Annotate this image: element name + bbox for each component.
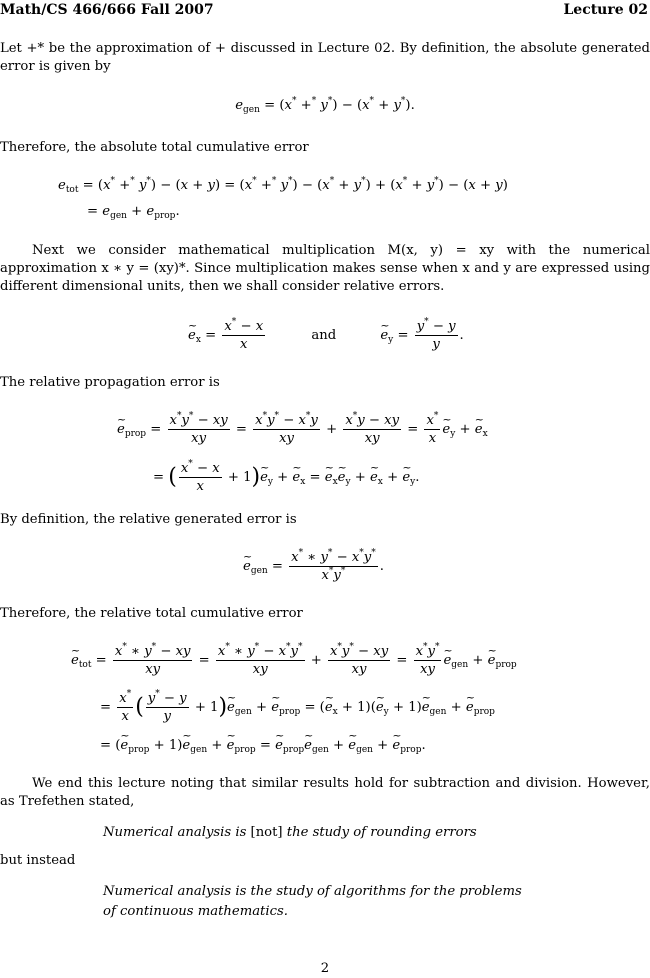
quote-trefethen-2-line2: of continuous mathematics.: [103, 904, 288, 919]
equation-abs-total-line1: $e_{tot} = (x^* +^*$ y*) − (x + y) = (x* +* y*) − (x* + y*) + (x* + y*) − (x + y): [58, 176, 508, 195]
equation-rel-prop-line2: = ( $\frac{x^* - x}{x}$ + 1)~ $e_y$ + ~ $e_x$ = ~ $e_x\sim$ $e_y$ + ~ $e_x$ + ~ $e_y$.: [153, 460, 419, 495]
equation-rel-total-line2: = $\frac{x^*}{x}$ ( $\frac{y^* - y}{y}$ + 1)~ $e_{gen}$ + ~ $e_{prop}$ = (~ $e_x$ + 1)(~ $e_y$ + 1)~ $e_{gen}$ + ~ $e_{prop}$: [100, 690, 495, 725]
paragraph-multiplication: Next we consider mathematical multiplication M(x, y) = xy with the numerical approximation x ∗ y = (xy)*. Since multiplication makes sense when x and y are expressed using different dimensional units, then we shall consider relative errors.: [0, 243, 650, 294]
page-number: 2: [320, 961, 330, 976]
quote-trefethen-2-line1: Numerical analysis is the study of algorithms for the problems: [103, 884, 522, 899]
paragraph-rel-total: Therefore, the relative total cumulative error: [0, 606, 303, 621]
equation-rel-total-line3: = (~ $e_{prop}$ + 1)~ $e_{gen}$ + ~ $e_{prop}$ = ~ $e_{prop}\sim$ $e_{gen}$ + ~ $e_{gen}$ + ~ $e_{prop}$.: [100, 737, 426, 755]
header-course: Math/CS 466/666 Fall 2007: [0, 2, 214, 18]
quote-trefethen-1: [103, 824, 477, 842]
equation-relative-errors: ~ $e_x$ = $\frac{x^* - x}{x}$ and ~ $e_y$ = $\frac{y^* - y}{y}$ .: [188, 318, 464, 353]
equation-abs-gen-error: $e_{gen} = (x^* +^*$ y*) − (x* + y*).: [235, 96, 415, 115]
equation-rel-gen: ~ $e_{gen}$ = $\frac{x^* ∗ y^* - x^*y^*}{x^*y^*}$ .: [243, 549, 384, 584]
equation-abs-total-line2: = $e_{gen} + e_{prop}$.: [87, 204, 180, 221]
equation-rel-total-line1: ~ $e_{tot}$ = $\frac{x^* ∗ y^* - xy}{xy}$ = $\frac{x^* ∗ y^* - x^*y^*}{xy}$ + $\frac{x^*y^* - xy}{xy}$ = $\frac{x^*y^*}{xy}$ ~ $e_{gen}$ + ~ $e_{prop}$: [71, 643, 517, 678]
equation-rel-prop-line1: ~ $e_{prop}$ = $\frac{x^*y^* - xy}{xy}$ = $\frac{x^*y^* - x^*y}{xy}$ + $\frac{x^*y - xy}{xy}$ = $\frac{x^*}{x}$ ~ $e_y$ + ~ $e_x$: [117, 412, 488, 447]
and-word: and: [311, 328, 337, 343]
paragraph-rel-prop: The relative propagation error is: [0, 375, 220, 390]
paragraph-but-instead: but instead: [0, 853, 76, 868]
paragraph-rel-gen: By definition, the relative generated error is: [0, 512, 297, 527]
quote-1-part-c: the study of rounding errors: [286, 825, 477, 840]
header-lecture: Lecture 02: [563, 2, 648, 18]
quote-1-not: [not]: [250, 825, 283, 840]
quote-1-part-a: Numerical analysis is: [103, 825, 247, 840]
paragraph-closing: We end this lecture noting that similar results hold for subtraction and division. However, as Trefethen stated,: [0, 776, 650, 809]
paragraph-abs-total: Therefore, the absolute total cumulative error: [0, 140, 309, 155]
paragraph-intro: Let +* be the approximation of + discussed in Lecture 02. By definition, the absolute generated error is given by: [0, 41, 650, 74]
